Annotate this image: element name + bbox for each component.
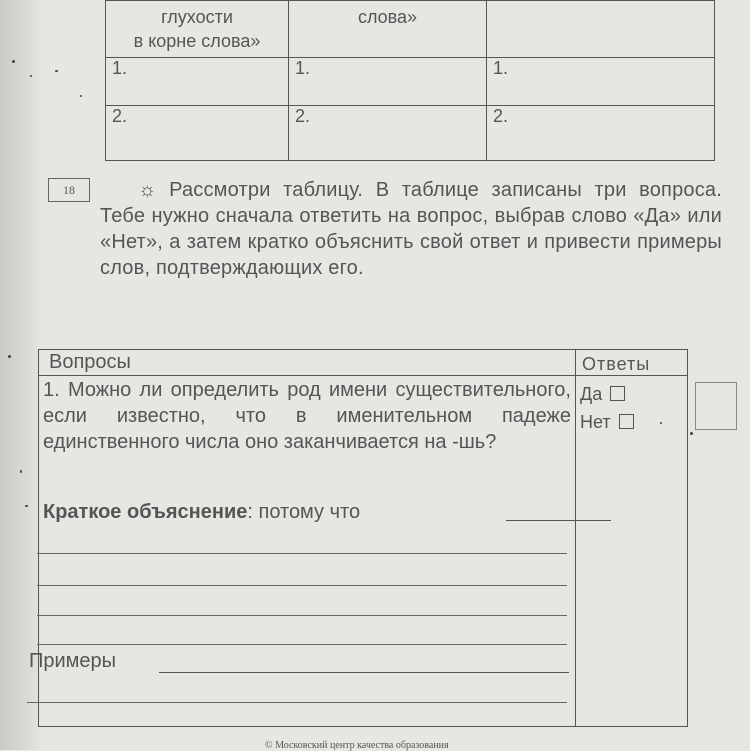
speck bbox=[55, 70, 58, 72]
speck bbox=[20, 470, 22, 473]
examples-answer-line-2[interactable] bbox=[27, 702, 567, 703]
task-instruction-text: Рассмотри таблицу. В таблице записаны три вопроса. Тебе нужно сначала ответить на вопрос, выбрав слово «Да» или «Нет», а затем кратко объяснить свой ответ и привести примеры слов, подтверждающих его. bbox=[100, 179, 722, 279]
explanation-answer-line-0[interactable] bbox=[506, 520, 611, 521]
answer-yes-checkbox[interactable] bbox=[610, 386, 625, 401]
top-header-cell-3 bbox=[487, 1, 715, 58]
top-header-cell-1 bbox=[106, 1, 289, 58]
top-cell-1-3[interactable]: 1. bbox=[487, 58, 715, 106]
footer-copyright: © Московский центр качества образования bbox=[265, 740, 449, 751]
speck bbox=[30, 75, 32, 77]
speck bbox=[660, 422, 662, 424]
explanation-prompt: : потому что bbox=[247, 501, 361, 523]
answer-no-checkbox[interactable] bbox=[619, 414, 634, 429]
speck bbox=[8, 355, 11, 358]
previous-task-table bbox=[105, 0, 715, 161]
explanation-label: Краткое объяснение bbox=[43, 501, 248, 523]
speck bbox=[12, 60, 15, 63]
top-header-2: слова» bbox=[357, 7, 418, 27]
task-number: 18 bbox=[48, 178, 90, 202]
top-cell-2-2[interactable]: 2. bbox=[289, 106, 487, 161]
column-divider bbox=[575, 350, 576, 726]
questions-table bbox=[29, 349, 688, 727]
questions-header: Вопросы bbox=[49, 351, 131, 373]
answer-yes[interactable] bbox=[580, 384, 625, 405]
page-shadow bbox=[0, 0, 40, 750]
top-header-1: глухости в корне слова» bbox=[133, 7, 261, 51]
speck bbox=[690, 432, 693, 435]
explanation-answer-line-3[interactable] bbox=[37, 615, 567, 616]
top-header-cell-2 bbox=[289, 1, 487, 58]
speck bbox=[25, 505, 28, 507]
answer-no[interactable] bbox=[580, 412, 634, 433]
sun-icon: ☼ bbox=[138, 179, 157, 201]
score-box bbox=[695, 382, 737, 430]
explanation-answer-line-4[interactable] bbox=[37, 644, 567, 645]
explanation-answer-line-2[interactable] bbox=[37, 585, 567, 586]
examples-answer-line[interactable] bbox=[159, 672, 569, 673]
explanation bbox=[43, 499, 360, 525]
question-text: 1. Можно ли определить род имени существительного, если известно, что в именительном падеже единственного числа оно заканчивается на -шь? bbox=[43, 379, 571, 453]
task-instruction bbox=[100, 177, 722, 281]
examples-label: Примеры bbox=[29, 650, 117, 672]
answer-no-label: Нет bbox=[580, 412, 611, 432]
answer-yes-label: Да bbox=[580, 384, 603, 404]
answers-header: Ответы bbox=[582, 354, 651, 374]
speck bbox=[80, 95, 82, 97]
explanation-answer-line-1[interactable] bbox=[37, 553, 567, 554]
header-divider bbox=[39, 375, 687, 376]
top-cell-1-2[interactable]: 1. bbox=[289, 58, 487, 106]
top-cell-2-3[interactable]: 2. bbox=[487, 106, 715, 161]
top-cell-1-1[interactable]: 1. bbox=[106, 58, 289, 106]
top-cell-2-1[interactable]: 2. bbox=[106, 106, 289, 161]
